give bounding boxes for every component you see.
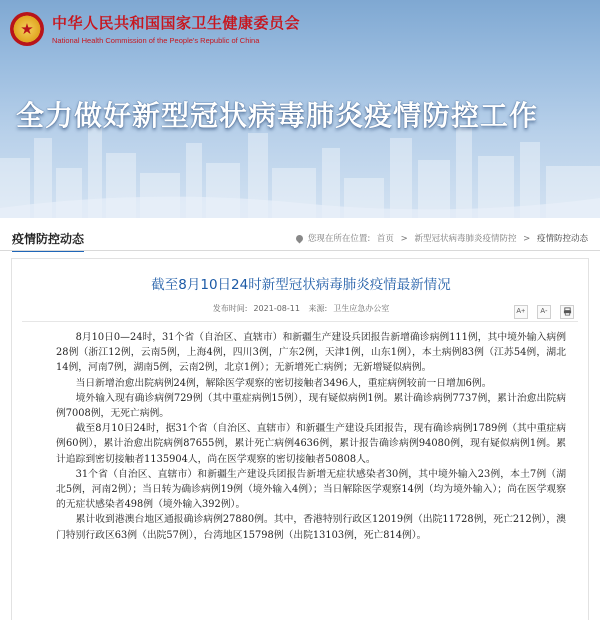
breadcrumb-home[interactable]: 首页: [376, 234, 394, 244]
font-decrease-button[interactable]: A-: [537, 305, 551, 319]
meta-divider: [22, 321, 578, 322]
paragraph: 8月10日0—24时，31个省（自治区、直辖市）和新疆生产建设兵团报告新增确诊病例111例，其中境外输入病例28例（浙江12例，云南5例，上海4例，四川3例，广东2例，天津1例，山东1例），本土病例83例（江苏54例，湖北14例，河南7例，湖南5例，云南2例，北京1例）；无新增死亡病例；无新增疑似病例。: [56, 332, 566, 374]
section-label: 疫情防控动态: [12, 230, 84, 252]
print-button[interactable]: [560, 305, 574, 319]
breadcrumb-separator: >: [400, 234, 408, 244]
banner-title: 全力做好新型冠状病毒肺炎疫情防控工作: [16, 99, 539, 132]
font-increase-button[interactable]: A+: [514, 305, 528, 319]
paragraph: 31个省（自治区、直辖市）和新疆生产建设兵团报告新增无症状感染者30例，其中境外输入23例，本土7例（湖北5例，河南2例）；当日转为确诊病例19例（境外输入4例）；当日解除医学观察14例（均为境外输入）；尚在医学观察的无症状感染者498例（境外输入392例）。: [56, 468, 566, 511]
org-name-cn[interactable]: 中华人民共和国国家卫生健康委员会: [52, 14, 301, 32]
source-label: 来源:: [308, 304, 328, 313]
breadcrumb-covid-control[interactable]: 新型冠状病毒肺炎疫情防控: [414, 234, 517, 244]
site-header: [0, 0, 600, 58]
breadcrumb-separator: >: [523, 234, 531, 244]
article-tools: [510, 298, 574, 319]
nav-divider: [0, 250, 600, 251]
national-emblem-icon[interactable]: ★: [10, 12, 44, 46]
article-title: 截至8月10日24时新型冠状病毒肺炎疫情最新情况: [151, 277, 451, 293]
paragraph: 境外输入现有确诊病例729例（其中重症病例15例），现有疑似病例1例。累计确诊病例7737例，累计治愈出院病例7008例，无死亡病例。: [56, 392, 566, 420]
article-body: [56, 330, 566, 543]
paragraph: 累计收到港澳台地区通报确诊病例27880例。其中，香港特别行政区12019例（出院11728例，死亡212例），澳门特别行政区63例（出院57例），台湾地区15798例（出院13103例，死亡814例）。: [56, 514, 566, 541]
location-pin-icon: [294, 234, 304, 244]
publish-label: 发布时间:: [212, 304, 248, 313]
paragraph: 当日新增治愈出院病例24例，解除医学观察的密切接触者3496人，重症病例较前一日增加6例。: [75, 377, 492, 389]
org-name-en: National Health Commission of the People's Republic of China: [52, 36, 260, 45]
header-banner: [0, 0, 600, 218]
article-container: [11, 258, 589, 620]
breadcrumb: [296, 232, 590, 244]
nav-bar: [0, 226, 600, 252]
breadcrumb-current[interactable]: 疫情防控动态: [536, 234, 588, 244]
breadcrumb-prefix: 您现在所在位置:: [307, 234, 371, 244]
publish-date: 2021-08-11: [253, 304, 300, 313]
paragraph: 截至8月10日24时，据31个省（自治区、直辖市）和新疆生产建设兵团报告，现有确诊病例1789例（其中重症病例60例），累计治愈出院病例87655例，累计死亡病例4636例，累计报告确诊病例94080例，现有疑似病例1例。累计追踪到密切接触者1135904人，尚在医学观察的密切接触者50808人。: [56, 423, 566, 465]
article-source: 卫生应急办公室: [333, 304, 390, 313]
print-icon: [563, 307, 572, 316]
article-meta: [12, 303, 590, 314]
